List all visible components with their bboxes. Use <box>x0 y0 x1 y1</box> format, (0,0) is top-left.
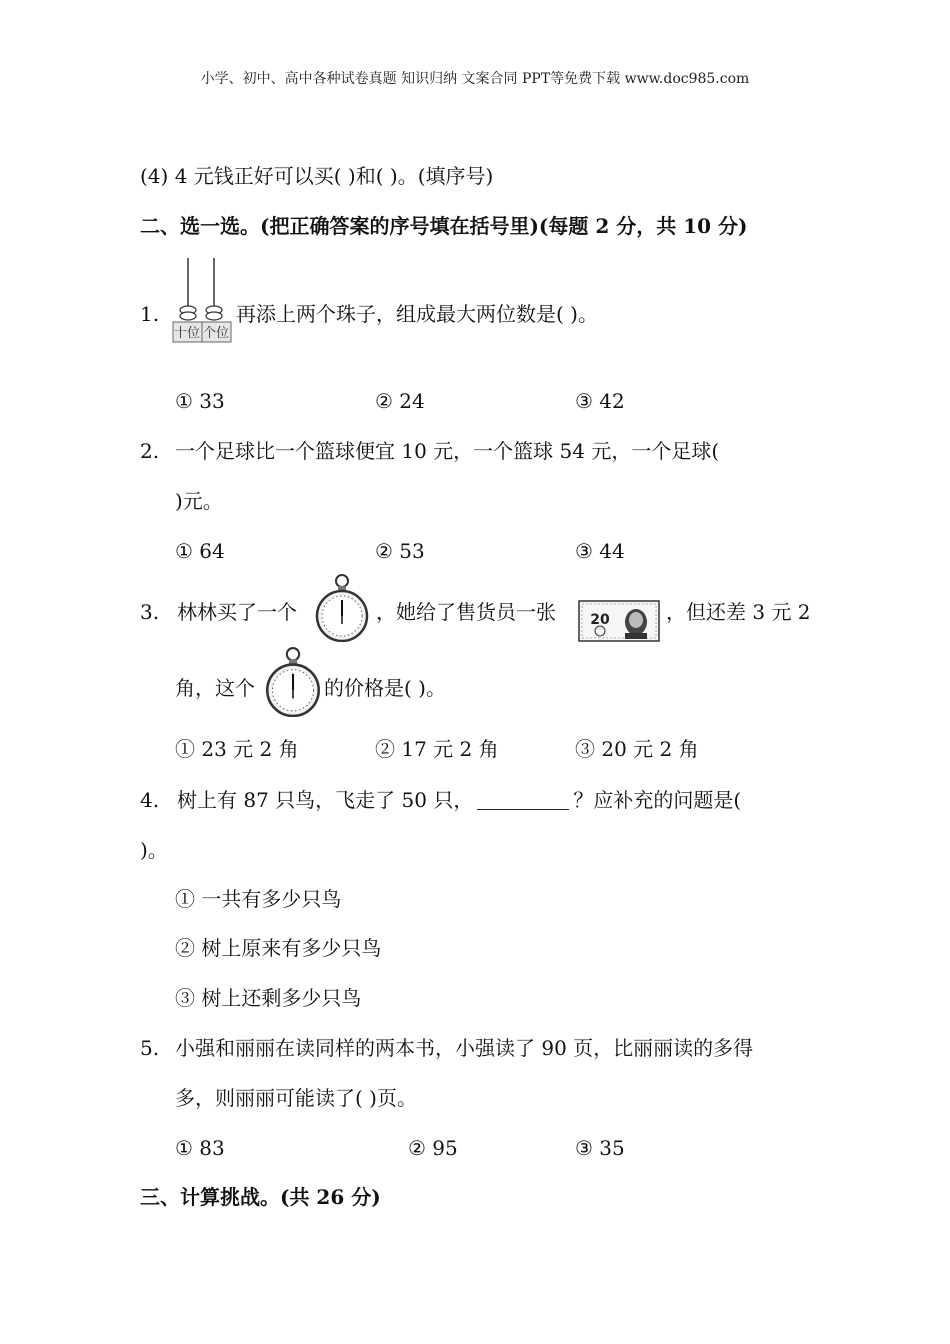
q3-text-a: 林林买了一个 <box>177 600 297 624</box>
q5-text-line1: 小强和丽丽在读同样的两本书，小强读了 90 页，比丽丽读的多得 <box>175 1036 754 1060</box>
q5-option-3: ③ 35 <box>575 1136 625 1160</box>
q3-text-b: ，她给了售货员一张 <box>376 600 556 624</box>
q1-option-3: ③ 42 <box>575 389 625 413</box>
q2-option-3: ③ 44 <box>575 539 625 563</box>
q1-text: 再添上两个珠子，组成最大两位数是( )。 <box>236 302 598 326</box>
q3-text-d: 角，这个 <box>175 676 255 700</box>
abacus-label-tens: 十位 <box>173 326 201 341</box>
q5-option-2: ② 95 <box>408 1136 458 1160</box>
q4-previous-text: (4) 4 元钱正好可以买( )和( )。(填序号) <box>140 164 494 188</box>
q1-option-1: ① 33 <box>175 389 225 413</box>
q4-option-2: ② 树上原来有多少只鸟 <box>175 936 382 960</box>
q5-number: 5. <box>140 1036 160 1060</box>
q4-line1 <box>177 786 741 814</box>
q4-text-line2: )。 <box>140 838 168 862</box>
stopwatch-icon <box>312 572 372 642</box>
q1-number: 1. <box>140 302 160 326</box>
page-header: 小学、初中、高中各种试卷真题 知识归纳 文案合同 PPT等免费下载 www.doc985.com <box>200 71 750 87</box>
q4-number: 4. <box>140 788 160 812</box>
banknote-value: 20 <box>590 612 610 628</box>
section-2-title: 二、选一选。(把正确答案的序号填在括号里)(每题 2 分，共 10 分) <box>140 214 748 238</box>
section-3-title: 三、计算挑战。(共 26 分) <box>140 1185 381 1209</box>
q4-text-a: 树上有 87 只鸟，飞走了 50 只， <box>177 788 474 812</box>
q5-text-line2: 多，则丽丽可能读了( )页。 <box>175 1086 417 1110</box>
q4-text-b: ？应补充的问题是( <box>573 788 742 812</box>
banknote-image <box>578 600 660 642</box>
abacus-label-ones: 个位 <box>202 326 230 341</box>
q3-option-2: ② 17 元 2 角 <box>375 737 499 761</box>
q3-number: 3. <box>140 600 160 624</box>
q2-option-1: ① 64 <box>175 539 225 563</box>
abacus-image <box>172 258 234 344</box>
q2-text-line1: 一个足球比一个篮球便宜 10 元，一个篮球 54 元，一个足球( <box>175 439 720 463</box>
q4-option-1: ① 一共有多少只鸟 <box>175 887 342 911</box>
q2-number: 2. <box>140 439 160 463</box>
q3-option-3: ③ 20 元 2 角 <box>575 737 699 761</box>
q3-text-c: ，但还差 3 元 2 <box>666 600 811 624</box>
q2-text-line2: )元。 <box>175 489 223 513</box>
q1-option-2: ② 24 <box>375 389 425 413</box>
q2-option-2: ② 53 <box>375 539 425 563</box>
q5-option-1: ① 83 <box>175 1136 225 1160</box>
q4-option-3: ③ 树上还剩多少只鸟 <box>175 986 362 1010</box>
stopwatch-icon <box>262 645 324 717</box>
answer-blank <box>477 787 569 810</box>
q3-text-e: 的价格是( )。 <box>324 676 446 700</box>
q3-option-1: ① 23 元 2 角 <box>175 737 299 761</box>
